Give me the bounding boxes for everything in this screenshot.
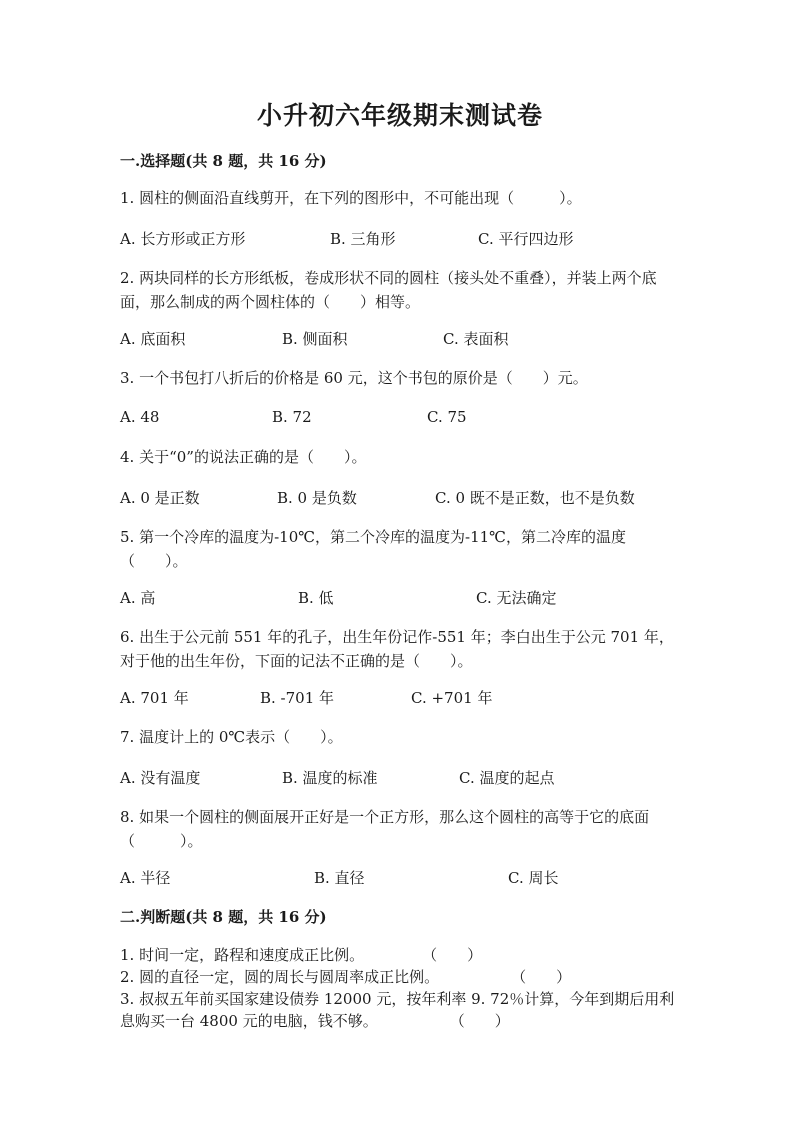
q7-option-c: C. 温度的起点 xyxy=(459,769,555,787)
section-heading-judgement: 二.判断题(共 8 题，共 16 分) xyxy=(120,908,327,926)
q6-option-c: C. +701 年 xyxy=(411,689,493,707)
q2-option-a: A. 底面积 xyxy=(120,330,186,348)
page-title: 小升初六年级期末测试卷 xyxy=(256,101,543,130)
question-8: 8. 如果一个圆柱的侧面展开正好是一个正方形，那么这个圆柱的高等于它的底面（ ）。 xyxy=(120,808,650,850)
q8-option-b: B. 直径 xyxy=(314,869,365,887)
question-1: 1. 圆柱的侧面沿直线剪开，在下列的图形中，不可能出现（ ）。 xyxy=(120,189,582,207)
q6-option-b: B. -701 年 xyxy=(260,689,335,707)
q2-option-b: B. 侧面积 xyxy=(282,330,348,348)
q1-option-a: A. 长方形或正方形 xyxy=(120,230,246,248)
judge-question-text: 1. 时间一定，路程和速度成正比例。 xyxy=(120,946,365,964)
q8-option-c: C. 周长 xyxy=(508,869,559,887)
q4-option-c: C. 0 既不是正数，也不是负数 xyxy=(435,489,635,507)
question-5: 5. 第一个冷库的温度为-10℃，第二个冷库的温度为-11℃，第二冷库的温度（ ）。 xyxy=(120,528,626,570)
q5-option-b: B. 低 xyxy=(298,589,334,607)
q1-option-b: B. 三角形 xyxy=(330,230,396,248)
q8-option-a: A. 半径 xyxy=(120,869,171,887)
q3-option-a: A. 48 xyxy=(120,408,160,426)
answer-blank[interactable]: （ ） xyxy=(449,1012,510,1030)
question-4: 4. 关于“0”的说法正确的是（ ）。 xyxy=(120,448,367,466)
answer-blank[interactable]: （ ） xyxy=(511,968,572,986)
q4-option-a: A. 0 是正数 xyxy=(120,489,200,507)
q4-option-b: B. 0 是负数 xyxy=(277,489,357,507)
section-heading-choice: 一.选择题(共 8 题，共 16 分) xyxy=(120,152,327,170)
q7-option-b: B. 温度的标准 xyxy=(282,769,378,787)
q1-option-c: C. 平行四边形 xyxy=(478,230,574,248)
q7-option-a: A. 没有温度 xyxy=(120,769,201,787)
judge-question-1 xyxy=(120,944,685,966)
question-6: 6. 出生于公元前 551 年的孔子，出生年份记作-551 年；李白出生于公元 701 年，对于他的出生年份，下面的记法不正确的是（ ）。 xyxy=(120,628,674,670)
q3-option-c: C. 75 xyxy=(427,408,467,426)
q3-option-b: B. 72 xyxy=(272,408,312,426)
question-2: 2. 两块同样的长方形纸板，卷成形状不同的圆柱（接头处不重叠），并装上两个底面，那么制成的两个圆柱体的（ ）相等。 xyxy=(120,269,657,311)
q6-option-a: A. 701 年 xyxy=(120,689,189,707)
judge-question-3 xyxy=(120,988,685,1032)
q5-option-a: A. 高 xyxy=(120,589,156,607)
judge-question-text: 3. 叔叔五年前买国家建设债券 12000 元，按年利率 9. 72％计算，今年到期后用利息购买一台 4800 元的电脑，钱不够。 xyxy=(120,990,675,1030)
judge-question-text: 2. 圆的直径一定，圆的周长与圆周率成正比例。 xyxy=(120,968,440,986)
judge-question-2 xyxy=(120,966,685,988)
q2-option-c: C. 表面积 xyxy=(443,330,509,348)
q5-option-c: C. 无法确定 xyxy=(476,589,557,607)
question-7: 7. 温度计上的 0℃表示（ ）。 xyxy=(120,728,343,746)
answer-blank[interactable]: （ ） xyxy=(422,946,483,964)
question-3: 3. 一个书包打八折后的价格是 60 元，这个书包的原价是（ ）元。 xyxy=(120,369,588,387)
